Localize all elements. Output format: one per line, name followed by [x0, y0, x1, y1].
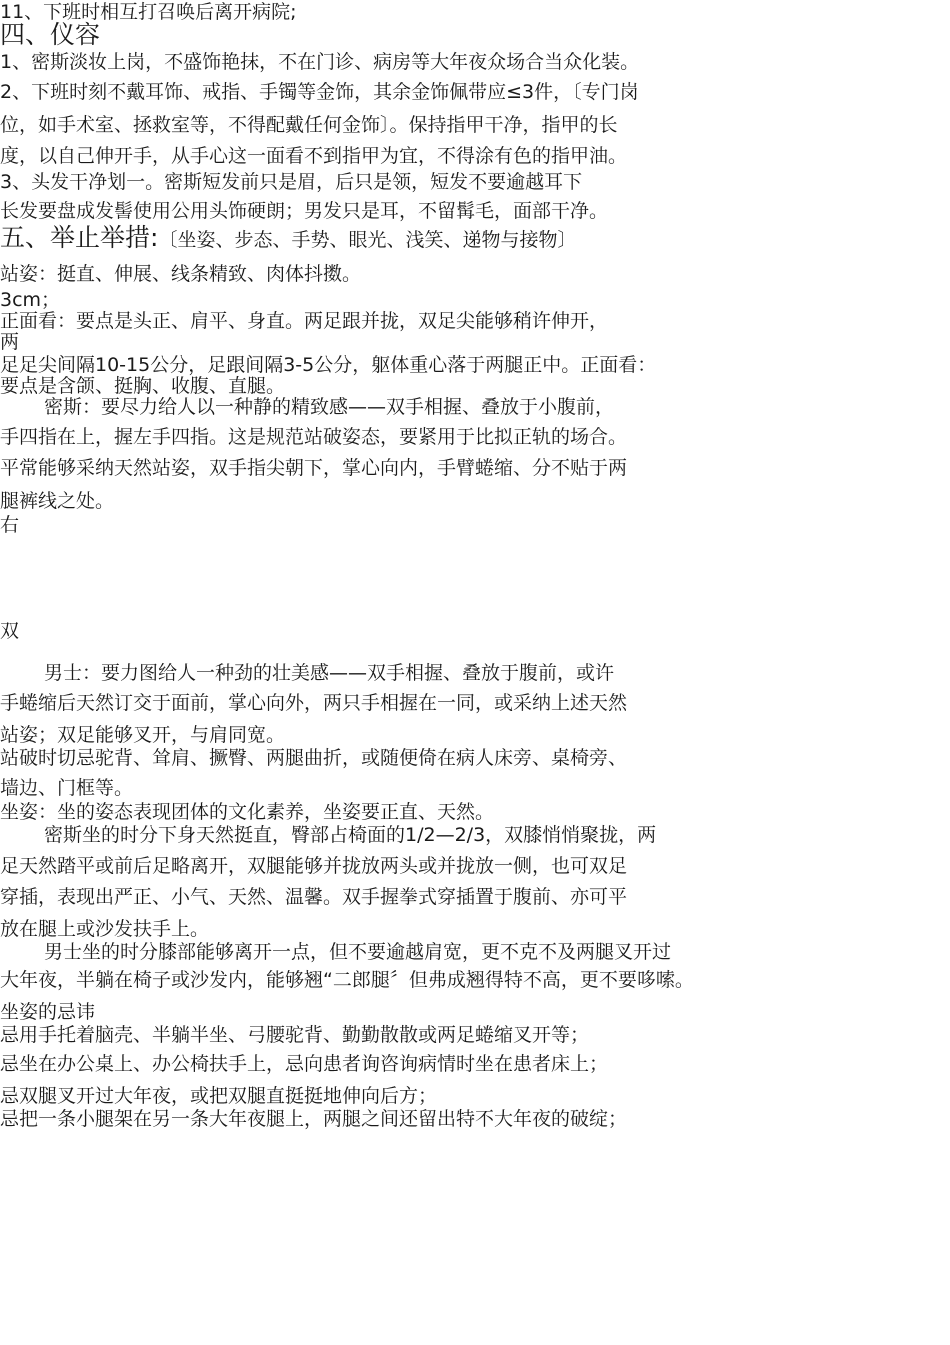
- text-line: 放在腿上或沙发扶手上。: [0, 918, 210, 940]
- text-line: 双: [0, 620, 20, 642]
- text-line: 穿插，表现出严正、小气、天然、温馨。双手握拳式穿插置于腹前、亦可平: [0, 886, 628, 908]
- text-line: 大年夜，半躺在椅子或沙发内，能够翘“二郎腿〞但弗成翘得特不高，更不要哆嗦。: [0, 969, 694, 991]
- text-line: 右: [0, 514, 20, 536]
- text-line: 站破时切忌驼背、耸肩、撅臀、两腿曲折，或随便倚在病人床旁、桌椅旁、: [0, 747, 628, 769]
- text-line: 度，以自己伸开手，从手心这一面看不到指甲为宜，不得涂有色的指甲油。: [0, 145, 628, 167]
- text-line: 足天然踏平或前后足略离开，双腿能够并拢放两头或并拢放一侧，也可双足: [0, 855, 628, 877]
- text-line: 男士：要力图给人一种劲的壮美感——双手相握、叠放于腹前，或许: [44, 662, 615, 684]
- section-heading: [0, 223, 577, 252]
- text-line: 忌双腿叉开过大年夜，或把双腿直挺挺地伸向后方；: [0, 1085, 438, 1107]
- section-heading-subtitle: 〔坐姿、步态、手势、眼光、浅笑、递物与接物〕: [158, 229, 577, 251]
- text-line: 位，如手术室、拯救室等，不得配戴任何金饰〕。保持指甲干净，指甲的长: [0, 114, 618, 136]
- text-line: 足足尖间隔10-15公分，足跟间隔3-5公分，躯体重心落于两腿正中。正面看：: [0, 354, 657, 376]
- text-line: 站姿：挺直、伸展、线条精致、肉体抖擞。: [0, 263, 362, 285]
- text-line: 忌把一条小腿架在另一条大年夜腿上，两腿之间还留出特不大年夜的破绽；: [0, 1108, 628, 1130]
- section-heading-title: 五、举止举措:: [0, 223, 159, 252]
- text-line: 长发要盘成发髻使用公用头饰硬朗；男发只是耳，不留髯毛，面部干净。: [0, 200, 609, 222]
- text-line: 墙边、门框等。: [0, 777, 134, 799]
- subheading: 坐姿的忌讳: [0, 1001, 96, 1023]
- section-heading: 四、仪容: [0, 20, 101, 49]
- text-line: 1、密斯淡妆上岗，不盛饰艳抹，不在门诊、病房等大年夜众场合当众化装。: [0, 51, 640, 73]
- text-line: 平常能够采纳天然站姿，双手指尖朝下，掌心向内，手臂蜷缩、分不贴于两: [0, 457, 628, 479]
- text-line: 要点是含颌、挺胸、收腹、直腿。: [0, 375, 286, 397]
- text-line: 11、下班时相互打召唤后离开病院;: [0, 1, 297, 23]
- text-line: 坐姿：坐的姿态表现团体的文化素养，坐姿要正直、天然。: [0, 801, 495, 823]
- text-line: 腿裤线之处。: [0, 490, 115, 512]
- text-line: 站姿；双足能够叉开，与肩同宽。: [0, 724, 286, 746]
- text-line: 手蜷缩后天然订交于面前，掌心向外，两只手相握在一同，或采纳上述天然: [0, 692, 628, 714]
- text-line: 密斯：要尽力给人以一种静的精致感——双手相握、叠放于小腹前，: [44, 396, 615, 418]
- text-line: 正面看：要点是头正、肩平、身直。两足跟并拢，双足尖能够稍许伸开，: [0, 310, 609, 332]
- text-line: 手四指在上，握左手四指。这是规范站破姿态，要紧用于比拟正轨的场合。: [0, 426, 628, 448]
- text-line: 忌坐在办公桌上、办公椅扶手上，忌向患者询咨询病情时坐在患者床上；: [0, 1053, 609, 1075]
- text-line: 两: [0, 331, 20, 353]
- text-line: 密斯坐的时分下身天然挺直，臀部占椅面的1/2—2/3，双膝悄悄聚拢，两: [44, 824, 657, 846]
- text-line: 男士坐的时分膝部能够离开一点，但不要逾越肩宽，更不克不及两腿叉开过: [44, 941, 672, 963]
- text-line: 忌用手托着脑壳、半躺半坐、弓腰驼背、勤勤散散或两足蜷缩叉开等；: [0, 1024, 590, 1046]
- text-line: 3、头发干净划一。密斯短发前只是眉，后只是领，短发不要逾越耳下: [0, 171, 583, 193]
- text-line: 2、下班时刻不戴耳饰、戒指、手镯等金饰，其余金饰佩带应≤3件，〔专门岗: [0, 81, 639, 103]
- text-line: 3cm；: [0, 289, 61, 311]
